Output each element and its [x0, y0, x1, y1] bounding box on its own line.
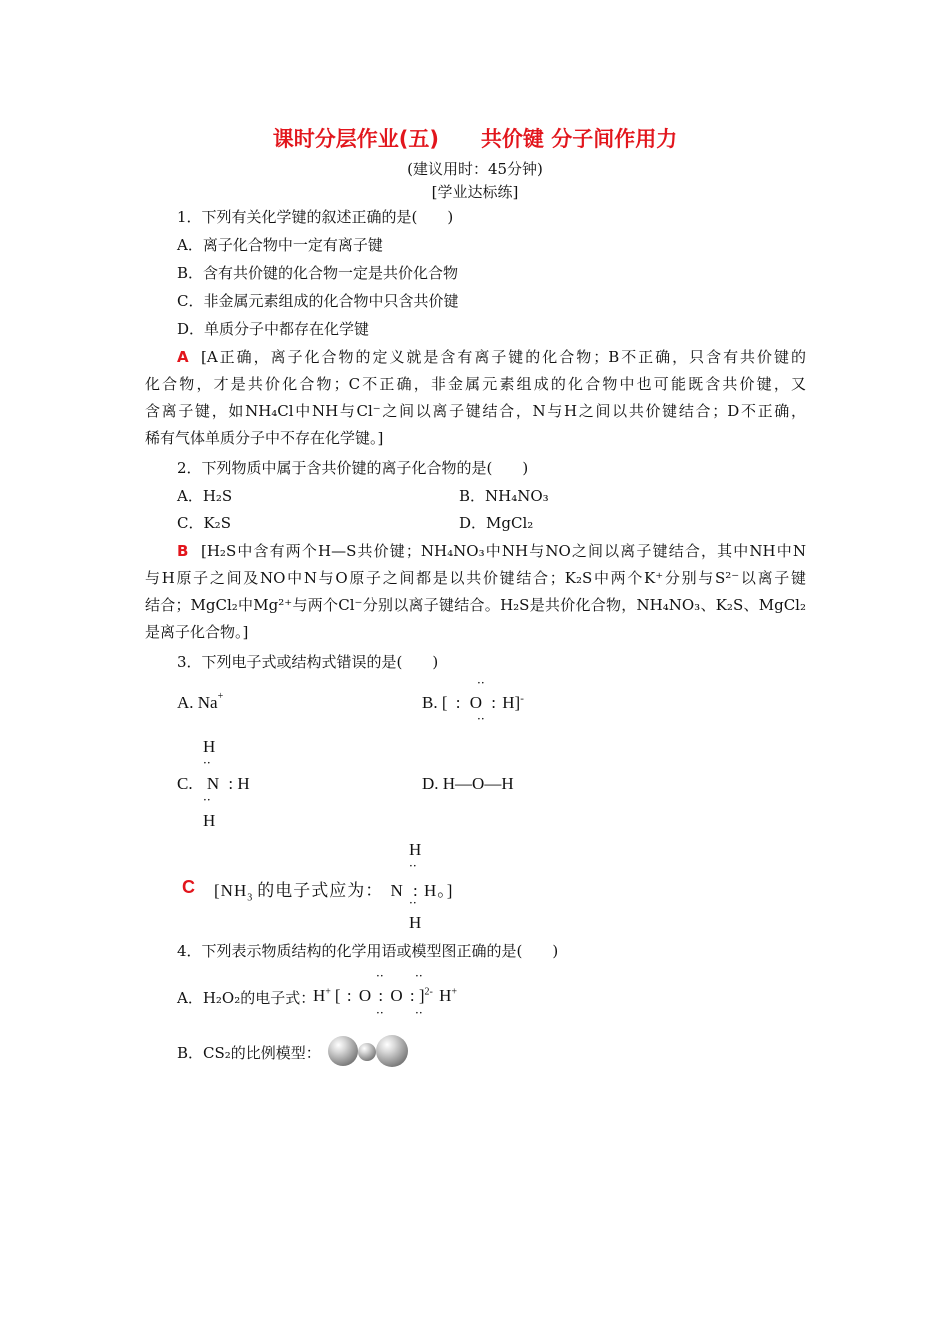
sulfur-atom-right [376, 1035, 408, 1067]
q3-stem: 3．下列电子式或结构式错误的是( ) [177, 653, 439, 671]
q3-exp-top-h: H [409, 840, 422, 859]
q3-option-b-oxygen: O [469, 693, 483, 712]
q3-c-bond-pair-top: ·· [203, 756, 211, 770]
q4-a-pair-top-2: ·· [415, 969, 423, 983]
q3-option-c-label: C. [177, 774, 193, 793]
q3-exp-tail: H。] [423, 881, 454, 900]
q3-option-b: B. [ : O : H]- [422, 692, 524, 712]
q4-a-plus-left: + [325, 986, 331, 998]
q1-option-c: C．非金属元素组成的化合物中只含共价键 [177, 292, 459, 310]
q3-b-lone-pair-bottom: ·· [477, 712, 485, 726]
suggested-time: (建议用时：45分钟) [407, 160, 543, 178]
q4-option-a-formula: H+ [ : O : O : ]$^{2-}$ H+ [313, 986, 458, 1005]
q4-a-pair-bottom-2: ·· [415, 1006, 423, 1020]
page-title: 课时分层作业(五) 共价键 分子间作用力 [272, 127, 678, 151]
q3-option-a-formula: A. Na [177, 693, 218, 712]
q2-explanation-line-2: 与H原子之间及NO中N与O原子之间都是以共价键结合；K₂S中两个K⁺分别与S²⁻以离子键 [145, 569, 806, 587]
q1-option-a: A．离子化合物中一定有离子键 [177, 236, 383, 254]
q3-option-c: C. N : H [177, 774, 250, 793]
q4-a-plus-right: + [451, 986, 458, 998]
q1-explanation-line-4: 稀有气体单质分子中不存在化学键。] [145, 429, 384, 447]
q4-option-b-label: B．CS₂的比例模型： [177, 1044, 321, 1062]
q2-explanation-line-3: 结合；MgCl₂中Mg²⁺与两个Cl⁻分别以离子键结合。H₂S是共价化合物，NH₄NO₃、K₂S、MgCl₂ [145, 596, 806, 614]
q3-c-bottom-h: H [203, 811, 216, 830]
q3-c-top-h: H [203, 737, 216, 756]
q3-option-b-hydrogen: H] [502, 693, 521, 712]
q2-stem: 2．下列物质中属于含共价键的离子化合物的是( ) [177, 459, 529, 477]
q3-option-c-hydrogen: H [237, 774, 250, 793]
section-label: [学业达标练] [431, 183, 519, 201]
q4-a-h-left: H [313, 986, 326, 1005]
q1-option-d: D．单质分子中都存在化学键 [177, 320, 370, 338]
q1-answer: A [177, 348, 189, 366]
q4-a-h-right: H [439, 986, 452, 1005]
q3-option-b-charge: - [520, 692, 524, 705]
q4-a-pair-top-1: ·· [376, 969, 384, 983]
q4-a-oxygen-2: O [390, 986, 403, 1005]
q1-stem: 1．下列有关化学键的叙述正确的是( ) [177, 208, 454, 226]
q3-option-d: D. H—O—H [422, 774, 514, 793]
q1-option-b: B．含有共价键的化合物一定是共价化合物 [177, 264, 459, 282]
q3-option-c-nitrogen: N [206, 774, 220, 793]
q3-exp-bottom-h: H [409, 913, 422, 932]
q3-explanation: [$NH_3$ 的电子式应为： N : H。] [214, 881, 454, 904]
q2-option-a: A．H₂S [177, 487, 233, 505]
q4-a-oxygen-1: O [358, 986, 372, 1005]
q1-explanation-line-2: 化合物，才是共价化合物；C不正确，非金属元素组成的化合物中也可能既含共价键，又 [145, 375, 806, 393]
q4-a-pair-bottom-1: ·· [376, 1006, 384, 1020]
q1-explanation-line-3: 含离子键，如NH₄Cl中NH与Cl⁻之间以离子键结合，N与H之间以共价键结合；D不正确， [145, 402, 806, 420]
q1-explanation-line-1: [A正确，离子化合物的定义就是含有离子键的化合物；B不正确，只含有共价键的 [201, 348, 806, 366]
q4-stem: 4．下列表示物质结构的化学用语或模型图正确的是( ) [177, 942, 559, 960]
q2-option-b: B．NH₄NO₃ [459, 487, 549, 505]
q3-answer: C [182, 877, 195, 897]
cs2-space-filling-model-icon [328, 1035, 412, 1067]
q3-exp-pair-top: ·· [409, 859, 417, 873]
q4-a-charge: 2- [424, 986, 433, 998]
q3-exp-nitrogen: N [390, 881, 404, 900]
q3-option-b-bracket: B. [ [422, 693, 448, 712]
sulfur-atom-left [328, 1036, 358, 1066]
q2-option-d: D．MgCl₂ [459, 514, 534, 532]
q3-exp-subscript: 3 [247, 892, 254, 904]
q4-option-a-label: A．H₂O₂的电子式： [177, 989, 316, 1007]
q3-option-a [177, 693, 223, 713]
q2-explanation-line-4: 是离子化合物。] [145, 623, 249, 641]
q3-b-lone-pair-top: ·· [477, 676, 485, 690]
q3-option-a-charge: + [217, 691, 224, 703]
q2-answer: B [177, 542, 189, 560]
carbon-atom [358, 1043, 376, 1061]
q3-c-bond-pair-bottom: ·· [203, 793, 211, 807]
q3-exp-text: 的电子式应为： [257, 881, 384, 900]
q3-exp-formula: [NH [214, 881, 248, 900]
q2-option-c: C．K₂S [177, 514, 231, 532]
q2-explanation-line-1: [H₂S中含有两个H—S共价键；NH₄NO₃中NH与NO之间以离子键结合，其中NH中N [201, 542, 806, 560]
q3-exp-pair-bottom: ·· [409, 896, 417, 910]
